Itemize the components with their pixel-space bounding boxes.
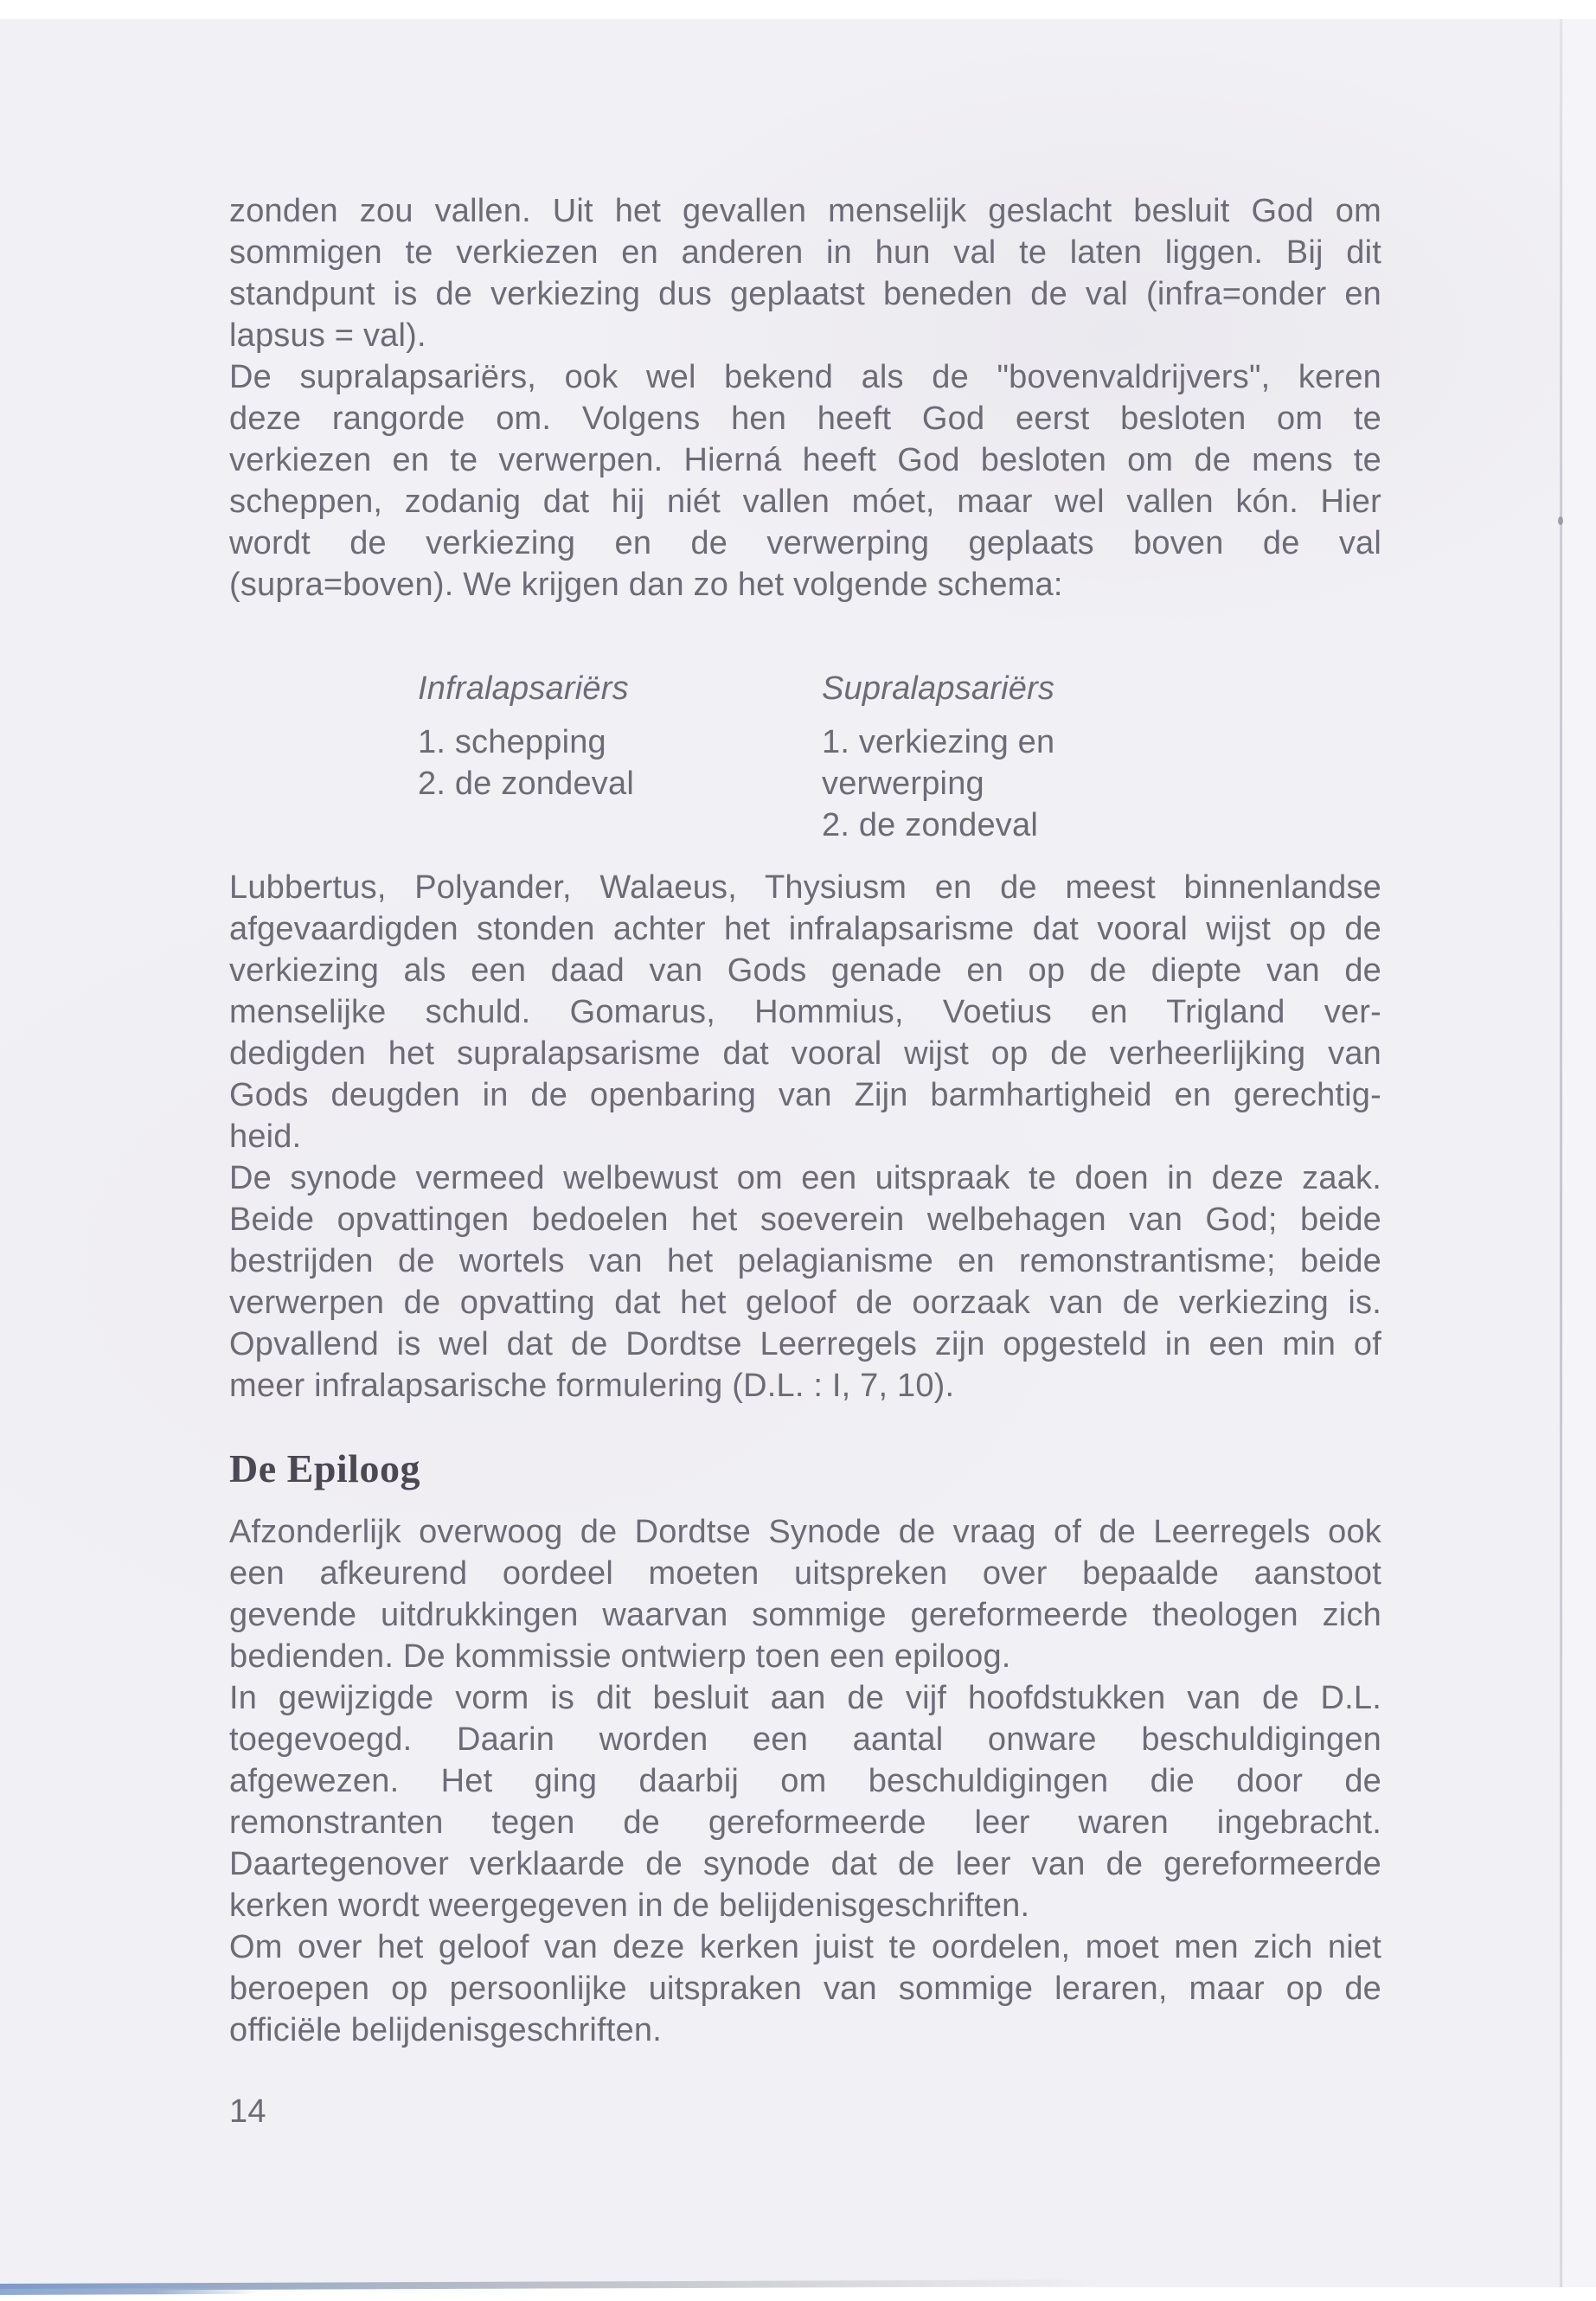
text-line: Daartegenover verklaarde de synode dat de leer van de gereformeerde [229, 1846, 1381, 1882]
paragraph [229, 1157, 1381, 1407]
schema-column-header: Infralapsariërs [418, 670, 629, 707]
scan-bottom-line-artifact-left [0, 2288, 260, 2295]
text-line: wordt de verkiezing en de verwerping geplaats boven de val [229, 525, 1381, 561]
book-page-scan [0, 19, 1596, 2287]
text-line: verkiezing als een daad van Gods genade en op de diepte van de [229, 952, 1381, 989]
text-line: Lubbertus, Polyander, Walaeus, Thysiusm en de meest binnenlandse [229, 869, 1381, 906]
text-line: gevende uitdrukkingen waarvan sommige gereformeerde theologen zich [229, 1597, 1381, 1633]
text-line: heid. [229, 1118, 302, 1155]
section-heading-epilogue: De Epiloog [229, 1446, 420, 1490]
text-line: sommigen te verkiezen en anderen in hun val te laten liggen. Bij dit [229, 234, 1381, 271]
text-line: verkiezen en te verwerpen. Hierná heeft God besloten om de mens te [229, 442, 1381, 478]
text-line: deze rangorde om. Volgens hen heeft God eerst besloten om te [229, 401, 1381, 437]
text-line: beroepen op persoonlijke uitspraken van sommige leraren, maar op de [229, 1971, 1381, 2007]
text-line: (supra=boven). We krijgen dan zo het volgende schema: [229, 567, 1063, 603]
text-line: bestrijden de wortels van het pelagianisme en remonstrantisme; beide [229, 1243, 1381, 1279]
paragraph [229, 1677, 1381, 1926]
schema-item: 2. de zondeval [418, 766, 634, 802]
text-line: standpunt is de verkiezing dus geplaatst beneden de val (infra=onder en [229, 276, 1381, 312]
text-line: In gewijzigde vorm is dit besluit aan de vijf hoofdstukken van de D.L. [229, 1680, 1381, 1716]
page-edge-shadow [1560, 19, 1562, 2287]
text-line: De supralapsariërs, ook wel bekend als de "bovenvaldrijvers", keren [229, 359, 1381, 395]
scan-artifact-speck [1558, 516, 1563, 525]
text-line: toegevoegd. Daarin worden een aantal onware beschuldigingen [229, 1721, 1381, 1758]
text-line: Gods deugden in de openbaring van Zijn barmhartigheid en gerechtig- [229, 1077, 1381, 1113]
text-line: remonstranten tegen de gereformeerde leer waren ingebracht. [229, 1804, 1381, 1841]
text-line: Afzonderlijk overwoog de Dordtse Synode de vraag of de Leerregels ook [229, 1514, 1381, 1550]
page-number: 14 [229, 2093, 266, 2130]
text-line: officiële belijdenisgeschriften. [229, 2012, 662, 2048]
paragraph-group-epilogue [229, 1511, 1381, 2051]
paragraph [229, 190, 1381, 356]
text-line: dedigden het supralapsarisme dat vooral wijst op de verheerlijking van [229, 1035, 1381, 1072]
text-line: Beide opvattingen bedoelen het soeverein welbehagen van God; beide [229, 1202, 1381, 1238]
text-line: bedienden. De kommissie ontwierp toen een epiloog. [229, 1638, 1011, 1675]
paragraph [229, 867, 1381, 1157]
text-line: De synode vermeed welbewust om een uitspraak te doen in deze zaak. [229, 1160, 1381, 1196]
text-line: verwerpen de opvatting dat het geloof de oorzaak van de verkiezing is. [229, 1285, 1381, 1321]
paragraph-group-synod [229, 867, 1381, 1407]
text-line: scheppen, zodanig dat hij niét vallen móet, maar wel vallen kón. Hier [229, 484, 1381, 520]
text-line: menselijke schuld. Gomarus, Hommius, Voetius en Trigland ver- [229, 994, 1381, 1030]
text-line: een afkeurend oordeel moeten uitspreken over bepaalde aanstoot [229, 1555, 1381, 1592]
paragraph [229, 1926, 1381, 2051]
schema-item: 1. verkiezing en verwerping [822, 724, 1055, 802]
schema-item: 2. de zondeval [822, 807, 1038, 843]
text-line: lapsus = val). [229, 317, 426, 354]
paragraph-group-lapsarian [229, 190, 1381, 606]
text-line: zonden zou vallen. Uit het gevallen menselijk geslacht besluit God om [229, 193, 1381, 229]
text-line: afgevaardigden stonden achter het infralapsarisme dat vooral wijst op de [229, 911, 1381, 947]
text-line: Om over het geloof van deze kerken juist te oordelen, moet men zich niet [229, 1929, 1381, 1965]
paragraph [229, 356, 1381, 606]
text-line: Opvallend is wel dat de Dordtse Leerregels zijn opgesteld in een min of [229, 1326, 1381, 1362]
text-line: kerken wordt weergegeven in de belijdenisgeschriften. [229, 1888, 1030, 1924]
schema-column-infralapsarian [418, 668, 822, 846]
schema-table [229, 668, 1381, 846]
page-right-margin [1563, 19, 1596, 2287]
schema-item: 1. schepping [418, 724, 606, 760]
text-line: afgewezen. Het ging daarbij om beschuldigingen die door de [229, 1763, 1381, 1799]
paragraph [229, 1511, 1381, 1677]
page-body-text [229, 190, 1381, 2132]
schema-column-supralapsarian [822, 668, 1226, 846]
schema-column-header: Supralapsariërs [822, 670, 1055, 707]
text-line: meer infralapsarische formulering (D.L. : I, 7, 10). [229, 1368, 955, 1404]
